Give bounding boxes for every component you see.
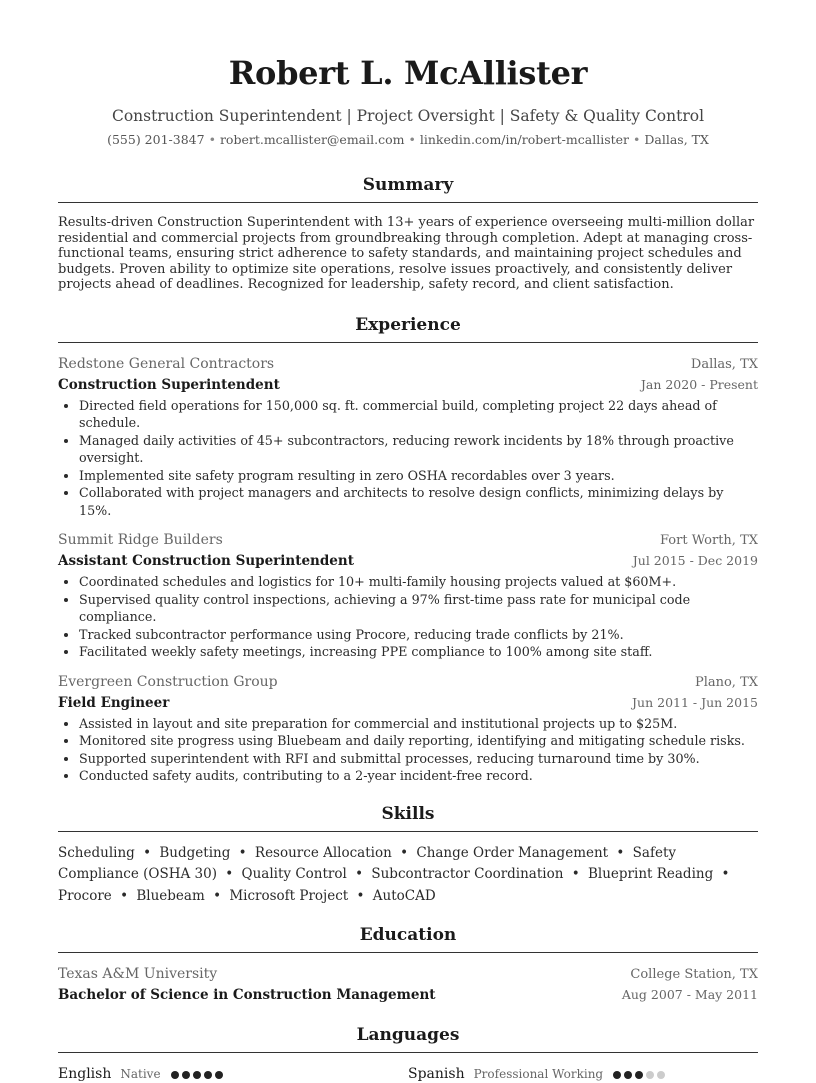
job-title: Field Engineer [58,694,170,711]
job-title: Construction Superintendent [58,376,280,393]
bullet-item: • Collaborated with project managers and architects to resolve design conflicts, minimizing delays by 15%. [79,484,758,519]
bullet-item: • Managed daily activities of 45+ subcontractors, reducing rework incidents by 18% through proactive oversight. [79,432,758,467]
job-location: Plano, TX [694,674,758,690]
proficiency-dot-icon [635,1071,643,1079]
language-level: Native [120,1066,161,1081]
skill-separator: • [225,866,234,882]
skill-item: Bluebeam [136,887,205,904]
proficiency-dot-icon [204,1071,212,1079]
language-name: English [58,1065,112,1082]
degree: Bachelor of Science in Construction Management [58,987,436,1003]
skill-item: Blueprint Reading [587,866,714,882]
language-item [58,1064,408,1083]
job-title: Assistant Construction Superintendent [58,553,354,569]
company-name: Evergreen Construction Group [58,673,278,690]
languages-section [58,1024,758,1083]
section-title-skills: Skills [58,803,758,832]
language-name: Spanish [408,1065,465,1082]
email-link[interactable]: robert.mcallister@email.com [219,132,405,147]
skill-item: Safety Compliance (OSHA 30) [58,844,677,882]
contact-line [58,132,758,148]
job-dates: Jun 2011 - Jun 2015 [632,694,758,710]
skill-item: Procore [58,887,112,904]
linkedin-link[interactable]: linkedin.com/in/robert-mcallister [419,132,629,147]
separator: • [633,132,641,147]
education-degree-row [58,984,758,1006]
bullet-item: • Assisted in layout and site preparation for commercial and institutional projects up to $25M. [79,715,758,733]
proficiency-dot-icon [171,1071,179,1079]
bullet-item: • Directed field operations for 150,000 sq. ft. commercial build, completing project 22 days ahead of schedule. [79,397,758,432]
skill-separator: • [143,844,152,861]
resume-header [58,0,758,148]
proficiency-dot-icon [193,1071,201,1079]
proficiency-dot-icon [613,1071,621,1079]
job-location: Dallas, TX [690,356,758,372]
headline: Construction Superintendent | Project Oversight | Safety & Quality Control [111,107,705,125]
bullet-item: • Conducted safety audits, contributing to a 2-year incident-free record. [79,767,758,785]
skill-separator: • [213,887,222,904]
job-bullets [58,397,758,520]
job-dates: Jan 2020 - Present [640,376,758,392]
skill-item: Subcontractor Coordination [371,866,564,882]
job-role-row [58,692,758,714]
job-dates: Jul 2015 - Dec 2019 [632,553,758,568]
bullet-item: • Monitored site progress using Bluebeam and daily reporting, identifying and mitigating schedule risks. [79,732,758,750]
language-item [408,1064,758,1083]
job-header-row [58,354,758,374]
education-entry [58,964,758,1006]
bullet-item: • Supervised quality control inspections, achieving a 97% first-time pass rate for municipal code compliance. [79,591,758,626]
language-level: Professional Working [473,1066,604,1081]
bullet-item: • Coordinated schedules and logistics for 10+ multi-family housing projects valued at $60M+. [79,573,758,591]
skill-separator: • [120,887,129,904]
job-bullets [58,715,758,785]
skill-item: Scheduling [58,844,135,861]
phone: (555) 201-3847 [107,132,205,147]
skills-section [58,803,758,908]
job-entry [58,672,758,785]
bullet-item: • Supported superintendent with RFI and submittal processes, reducing turnaround time by 30%. [79,750,758,768]
separator: • [208,132,216,147]
proficiency-dot-icon [215,1071,223,1079]
language-list [58,1064,758,1083]
skill-separator: • [721,866,730,882]
skill-item: Microsoft Project [229,887,349,904]
section-title-experience: Experience [58,314,758,343]
bullet-item: • Tracked subcontractor performance using Procore, reducing trade conflicts by 21%. [79,626,758,644]
section-title-education: Education [58,924,758,953]
section-title-languages: Languages [58,1024,758,1053]
skill-item: AutoCAD [372,887,436,904]
education-section [58,924,758,1006]
skill-item: Change Order Management [416,844,609,861]
proficiency-dot-icon [646,1071,654,1079]
summary-section [58,174,758,293]
proficiency-dot-icon [182,1071,190,1079]
candidate-name: Robert L. McAllister [228,54,588,92]
skill-item: Resource Allocation [254,844,392,861]
skill-separator: • [571,866,580,882]
job-role-row [58,550,758,572]
school-name: Texas A&M University [58,966,218,982]
proficiency-rating [171,1064,226,1083]
company-name: Summit Ridge Builders [58,532,223,548]
bullet-item: • Implemented site safety program resulting in zero OSHA recordables over 3 years. [79,467,758,485]
job-role-row [58,374,758,396]
section-title-summary: Summary [58,174,758,203]
skill-separator: • [616,844,625,861]
separator: • [408,132,416,147]
job-entry [58,530,758,661]
proficiency-dot-icon [657,1071,665,1079]
bullet-item: • Facilitated weekly safety meetings, increasing PPE compliance to 100% among site staff. [79,643,758,661]
job-header-row [58,672,758,692]
skill-item: Quality Control [241,866,347,882]
skill-separator: • [400,844,409,861]
education-dates: Aug 2007 - May 2011 [621,987,758,1002]
skill-separator: • [356,887,365,904]
skill-separator: • [355,866,364,882]
job-entry [58,354,758,520]
job-header-row [58,530,758,550]
skill-item: Budgeting [159,844,231,861]
experience-section [58,314,758,785]
location: Dallas, TX [644,132,709,147]
skills-list [58,843,758,908]
school-location: College Station, TX [630,967,758,982]
company-name: Redstone General Contractors [58,355,275,372]
proficiency-rating [613,1064,668,1083]
proficiency-dot-icon [624,1071,632,1079]
job-location: Fort Worth, TX [659,533,758,548]
job-list [58,354,758,785]
job-bullets [58,573,758,661]
summary-text: Results-driven Construction Superintendent with 13+ years of experience overseeing multi-million dollar residential and commercial projects from groundbreaking through completion. Adept at managing cross-functional teams, ensuring strict adherence to safety standards, and maintaining project schedules and budgets. Proven ability to optimize site operations, resolve issues proactively, and consistently deliver projects ahead of deadlines. Recognized for leadership, safety record, and client satisfaction. [58,215,755,292]
skill-separator: • [238,844,247,861]
education-header-row [58,964,758,984]
